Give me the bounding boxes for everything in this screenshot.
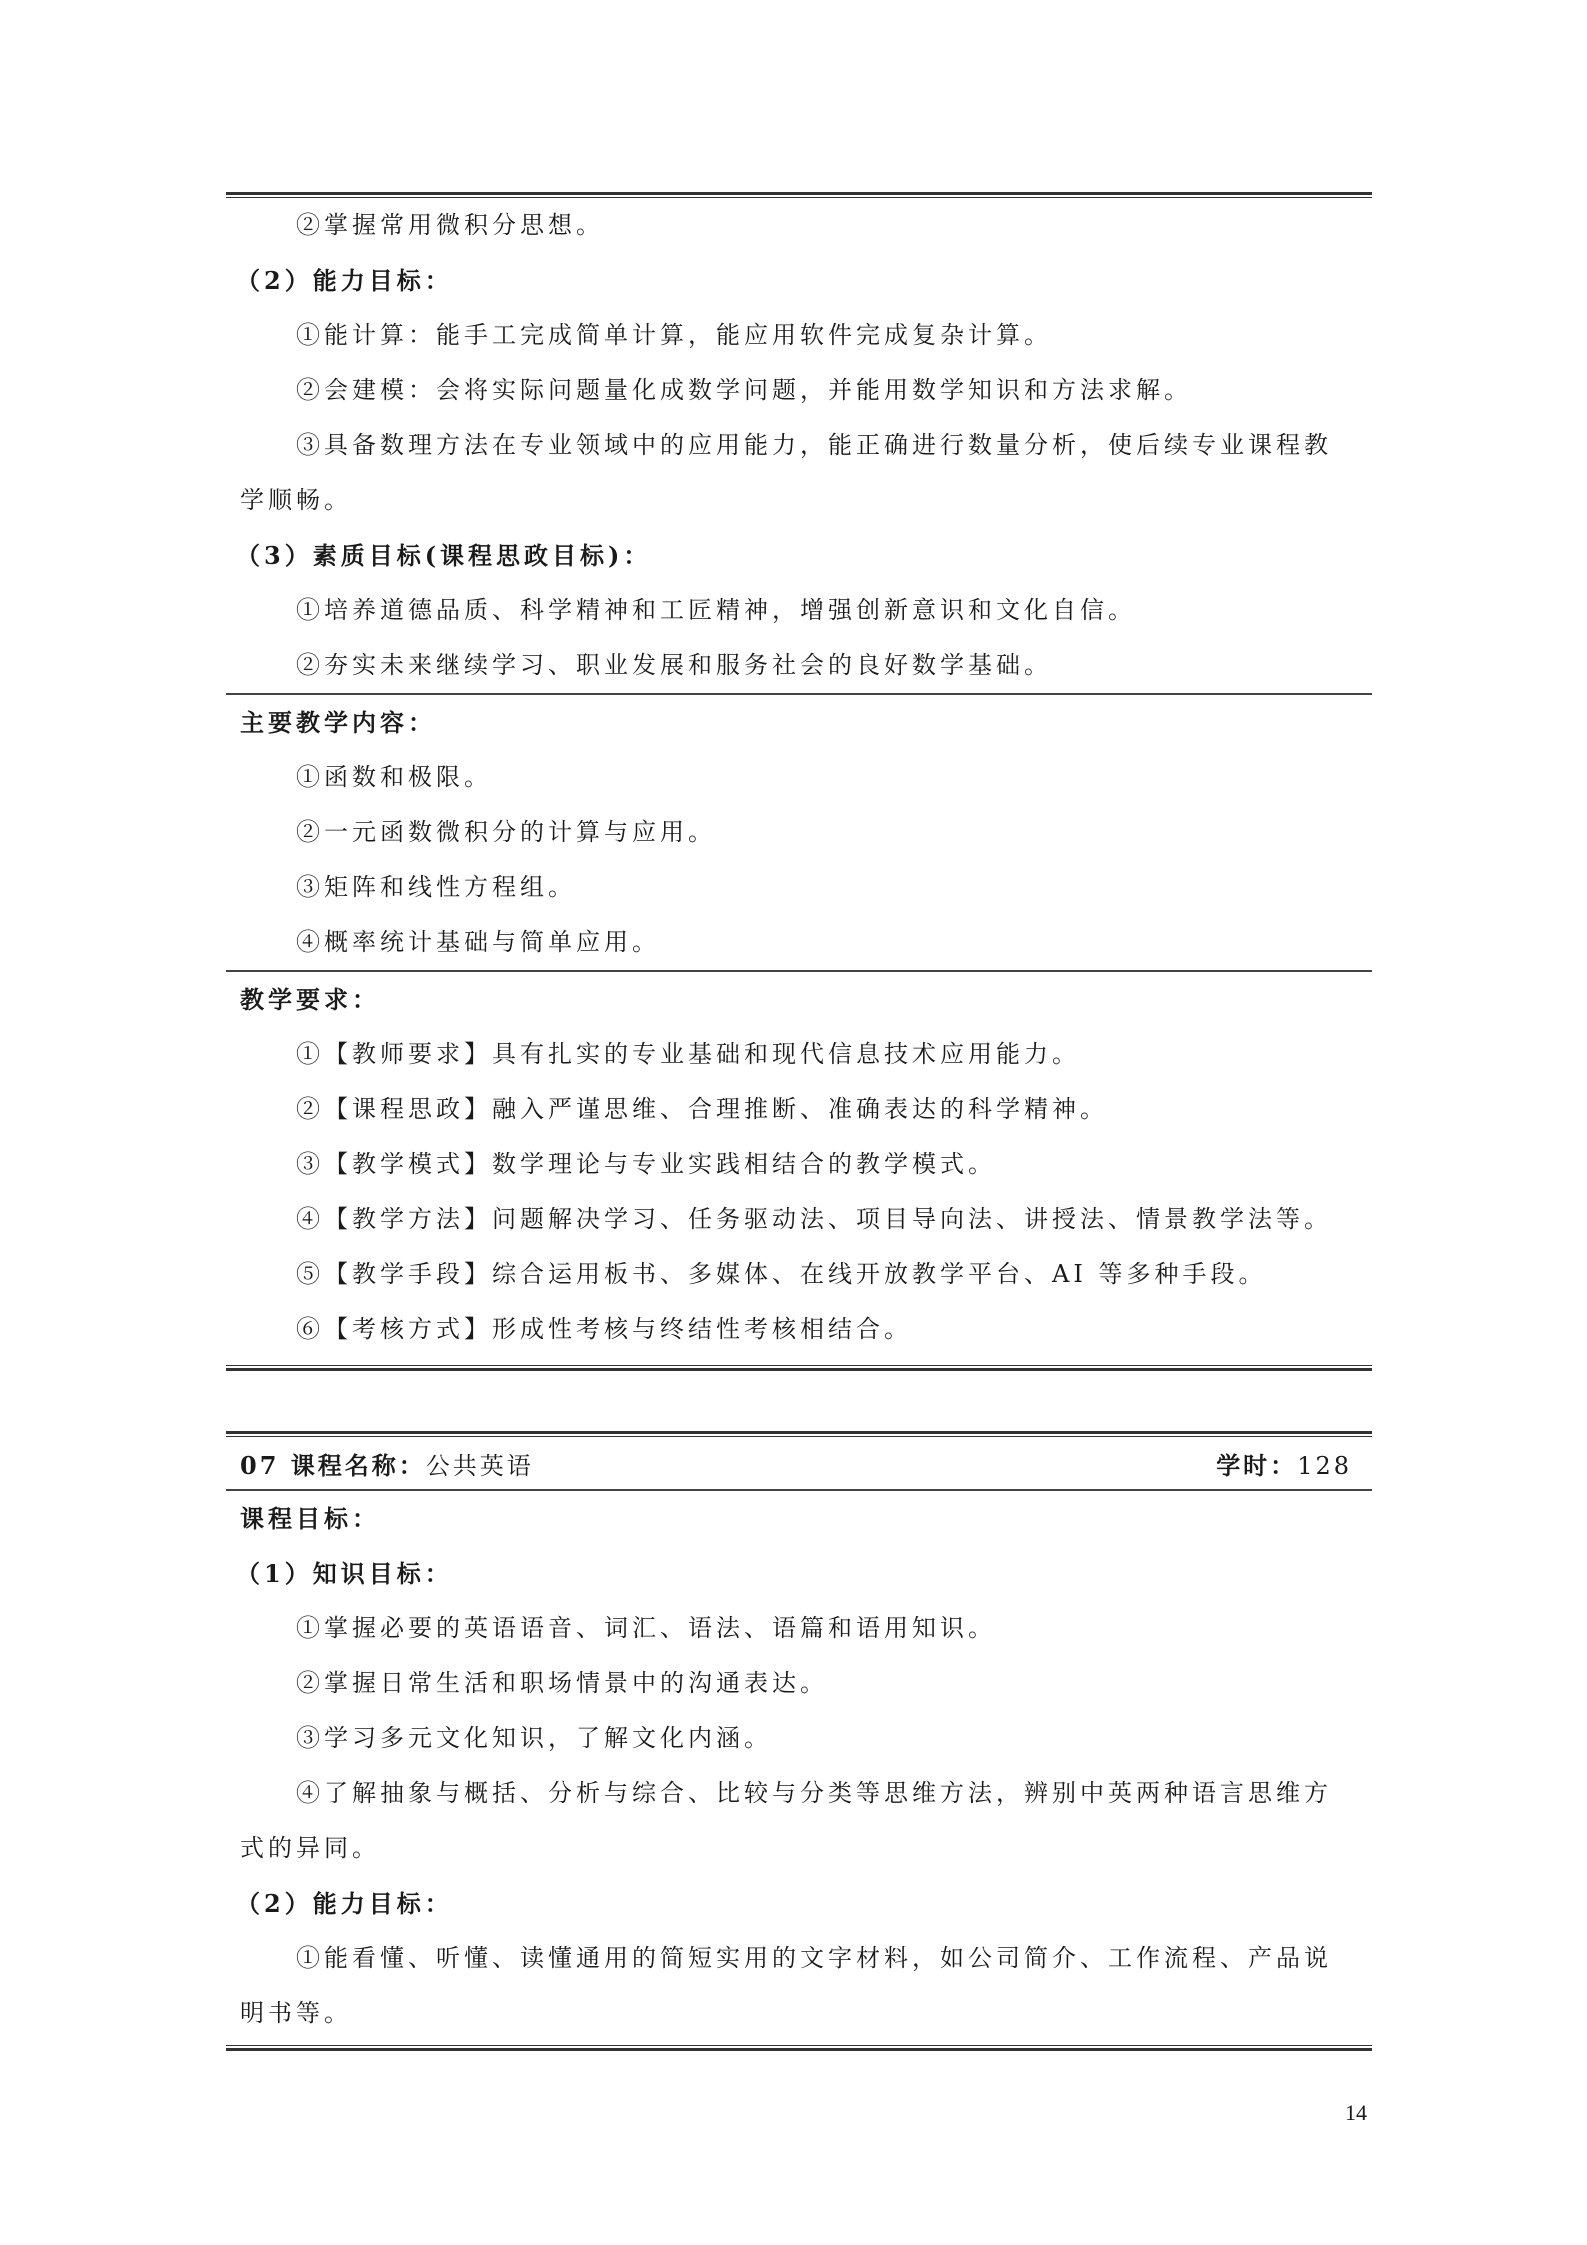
knowledge-item: ①掌握必要的英语语音、词汇、语法、语篇和语用知识。 [296, 1614, 996, 1642]
objectives-heading: 课程目标： [240, 1504, 380, 1533]
ability-item: ③具备数理方法在专业领域中的应用能力，能正确进行数量分析，使后续专业课程教学顺畅。 [240, 431, 1332, 514]
requirement-item: ②【课程思政】融入严谨思维、合理推断、准确表达的科学精神。 [296, 1095, 1108, 1123]
quality-heading: （3）素质目标(课程思政目标)： [236, 541, 652, 570]
content-item: ②一元函数微积分的计算与应用。 [296, 818, 716, 846]
knowledge-heading: （1）知识目标： [236, 1559, 453, 1588]
table-gap [226, 1371, 1372, 1431]
knowledge-item: ④了解抽象与概括、分析与综合、比较与分类等思维方法，辨别中英两种语言思维方式的异同。 [240, 1779, 1332, 1862]
requirement-item: ⑤【教学手段】综合运用板书、多媒体、在线开放教学平台、AI 等多种手段。 [296, 1260, 1267, 1288]
ability-item: ②会建模：会将实际问题量化成数学问题，并能用数学知识和方法求解。 [296, 376, 1192, 404]
page-number: 14 [1345, 2100, 1367, 2125]
quality-item: ②夯实未来继续学习、职业发展和服务社会的良好数学基础。 [296, 651, 1052, 679]
course-hours [1216, 1446, 1352, 1481]
requirements-heading: 教学要求： [240, 985, 380, 1014]
requirement-item: ④【教学方法】问题解决学习、任务驱动法、项目导向法、讲授法、情景教学法等。 [296, 1205, 1332, 1233]
hours-value: 128 [1297, 1451, 1352, 1480]
ability-heading: （2）能力目标： [236, 1889, 453, 1918]
requirement-item: ⑥【考核方式】形成性考核与终结性考核相结合。 [296, 1315, 912, 1343]
content-heading: 主要教学内容： [240, 708, 436, 737]
content-item: ①函数和极限。 [296, 763, 492, 791]
page-content [226, 192, 1372, 2051]
knowledge-item: ③学习多元文化知识，了解文化内涵。 [296, 1724, 772, 1752]
course-name: 公共英语 [425, 1451, 534, 1480]
content-item: ③矩阵和线性方程组。 [296, 873, 576, 901]
ability-heading: （2）能力目标： [236, 266, 453, 295]
hours-label: 学时： [1216, 1450, 1298, 1480]
knowledge-item: ②掌握日常生活和职场情景中的沟通表达。 [296, 1669, 828, 1697]
course-label: 07 课程名称： [240, 1450, 426, 1480]
knowledge-item: ②掌握常用微积分思想。 [296, 211, 604, 239]
course-title [240, 1446, 534, 1481]
ability-item: ①能计算：能手工完成简单计算，能应用软件完成复杂计算。 [296, 321, 1052, 349]
requirement-item: ①【教师要求】具有扎实的专业基础和现代信息技术应用能力。 [296, 1040, 1080, 1068]
content-item: ④概率统计基础与简单应用。 [296, 928, 660, 956]
ability-item: ①能看懂、听懂、读懂通用的简短实用的文字材料，如公司简介、工作流程、产品说明书等。 [240, 1944, 1332, 2027]
course-header [226, 1437, 1372, 1489]
table-bottom-rule [226, 2045, 1372, 2051]
requirement-item: ③【教学模式】数学理论与专业实践相结合的教学模式。 [296, 1150, 996, 1178]
quality-item: ①培养道德品质、科学精神和工匠精神，增强创新意识和文化自信。 [296, 596, 1136, 624]
